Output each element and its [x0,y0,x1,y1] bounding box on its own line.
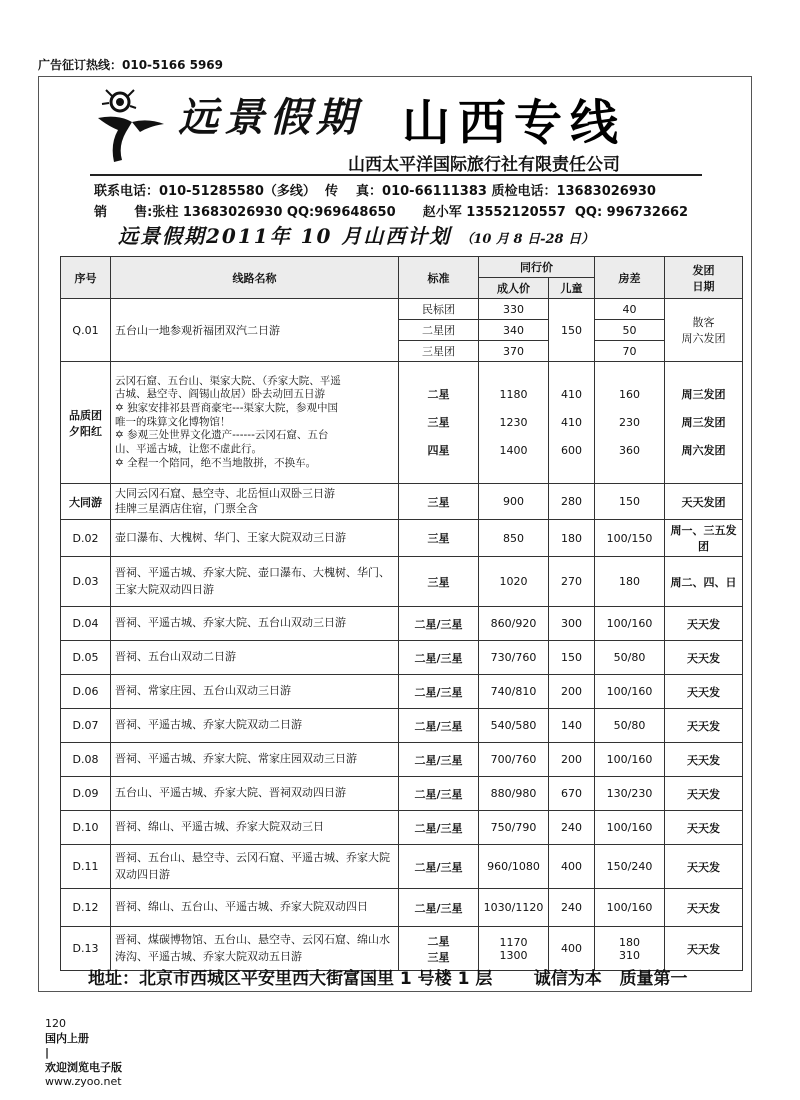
row-standard: 二星团 [399,320,479,341]
row-route [111,484,399,520]
row-no: D.08 [61,743,111,777]
row-route: 晋祠、五台山、悬空寺、云冈石窟、平遥古城、乔家大院双动四日游 [111,845,399,889]
brand-name: 远景假期 [178,94,362,141]
page-footer [38,1004,122,1088]
table-row [61,641,743,675]
header-divider [90,174,702,176]
row-standard: 二星/三星 [399,675,479,709]
row-adult-price: 900 [479,484,549,520]
row-no: D.10 [61,811,111,845]
row-departure: 天天发 [665,811,743,845]
table-row [61,362,743,484]
row-child-price: 240 [549,811,595,845]
row-departure: 天天发 [665,641,743,675]
plan-dates: （10 月 8 日-28 日） [460,232,595,247]
row-adult-price: 700/760 [479,743,549,777]
row-standard: 二星/三星 [399,743,479,777]
ad-hotline: 广告征订热线：010-5166 5969 [38,58,224,72]
row-child-price: 670 [549,777,595,811]
row-adult-price: 750/790 [479,811,549,845]
tier-room: 230 [619,415,640,429]
row-child-price: 150 [549,641,595,675]
row-standard: 二星/三星 [399,889,479,927]
row-no: Q.01 [61,299,111,362]
row-adult-price: 330 [479,299,549,320]
tier-child: 410 [561,387,582,401]
row-room-diff: 70 [595,341,665,362]
row-adult-price [479,362,549,484]
tier-room: 310 [619,948,640,962]
row-route: 壶口瀑布、大槐树、华门、王家大院双动三日游 [111,520,399,557]
header-departure-line2: 日期 [692,279,715,293]
premium-line: 唯一的珠算文化博物馆！ [115,415,231,428]
row-departure: 天天发 [665,777,743,811]
tier-std: 三星 [427,415,450,429]
tier-dep: 周三发团 [681,387,726,401]
tier-room: 160 [619,387,640,401]
row-adult-price: 1030/1120 [479,889,549,927]
row-child-price: 280 [549,484,595,520]
row-child-price: 140 [549,709,595,743]
footer-section: 国内上册 [45,1032,89,1045]
row-child-price: 200 [549,675,595,709]
row-route: 晋祠、常家庄园、五台山双动三日游 [111,675,399,709]
row-route: 晋祠、煤碳博物馆、五台山、悬空寺、云冈石窟、绵山水涛沟、平遥古城、乔家大院双动五日游 [111,927,399,971]
row-no: D.06 [61,675,111,709]
tier-room: 180 [619,935,640,949]
row-standard [399,362,479,484]
premium-line: 山、平遥古城，让您不虚此行。 [115,442,262,455]
premium-line: ✡ 全程一个陪同，绝不当地散拼，不换车。 [115,456,317,469]
header-departure-line1: 发团 [692,263,715,277]
footer-slogan: 欢迎浏览电子版 [45,1061,122,1074]
tier-adult: 1230 [499,415,528,429]
row-departure: 天天发 [665,607,743,641]
row-standard: 二星/三星 [399,811,479,845]
sunburst-runner-logo-icon [92,84,172,166]
premium-label-2: 夕阳红 [69,424,102,438]
row-room-diff: 150 [595,484,665,520]
row-departure [665,299,743,362]
row-standard: 三星 [399,520,479,557]
datong-line: 大同云冈石窟、悬空寺、北岳恒山双卧三日游 [115,487,335,501]
row-no: D.05 [61,641,111,675]
row-route: 五台山、平遥古城、乔家大院、晋祠双动四日游 [111,777,399,811]
row-adult-price: 850 [479,520,549,557]
row-route: 晋祠、平遥古城、乔家大院、五台山双动三日游 [111,607,399,641]
tier-std: 三星 [427,950,450,964]
row-adult-price: 540/580 [479,709,549,743]
row-route [111,362,399,484]
tour-price-table [60,256,743,971]
tier-std: 二星 [427,387,450,401]
row-route: 晋祠、五台山双动二日游 [111,641,399,675]
row-room-diff: 150/240 [595,845,665,889]
row-route: 晋祠、平遥古城、乔家大院双动二日游 [111,709,399,743]
header-room-diff: 房差 [595,257,665,299]
row-room-diff: 130/230 [595,777,665,811]
row-departure: 天天发 [665,743,743,777]
row-departure: 天天发 [665,709,743,743]
row-adult-price: 740/810 [479,675,549,709]
row-child-price: 270 [549,557,595,607]
row-no [61,362,111,484]
sales-contacts: 销 售:张柱 13683026930 QQ:969648650 赵小军 13552120557 QQ: 996732662 [94,205,689,220]
row-standard: 二星/三星 [399,709,479,743]
premium-line: ✡ 参观三处世界文化遗产------云冈石窟、五台 [115,429,329,442]
row-child-price: 300 [549,607,595,641]
row-departure: 天天发团 [665,484,743,520]
header-standard: 标准 [399,257,479,299]
table-row [61,777,743,811]
row-child-price: 400 [549,927,595,971]
row-room-diff: 100/160 [595,811,665,845]
plan-title [118,220,594,249]
row-child-price: 400 [549,845,595,889]
premium-line: ✡ 独家安排祁县晋商豪宅---渠家大院，参观中国 [115,402,339,415]
row-departure: 周一、三五发团 [665,520,743,557]
row-departure: 周二、四、日 [665,557,743,607]
table-row [61,675,743,709]
row-no: D.09 [61,777,111,811]
row-child-price [549,362,595,484]
header-child: 儿童 [549,278,595,299]
row-departure: 天天发 [665,889,743,927]
departure-line1: 散客 [692,316,715,329]
datong-line: 挂牌三星酒店住宿，门票全含 [115,501,258,515]
row-room-diff [595,362,665,484]
row-adult-price: 1020 [479,557,549,607]
footer-separator: | [45,1046,50,1059]
row-standard: 三星 [399,557,479,607]
table-row [61,484,743,520]
row-adult-price: 880/980 [479,777,549,811]
tier-adult: 1400 [499,443,528,457]
row-no: D.02 [61,520,111,557]
row-room-diff: 100/160 [595,743,665,777]
row-child-price: 200 [549,743,595,777]
header-no: 序号 [61,257,111,299]
row-room-diff: 100/160 [595,607,665,641]
page-title: 山西专线 [402,95,627,151]
row-adult-price: 370 [479,341,549,362]
premium-label-1: 品质团 [69,408,102,422]
contact-info: 联系电话：010-51285580（多线） 传 真：010-66111383 质检电话：13683026930 [94,184,656,199]
row-standard: 三星团 [399,341,479,362]
tier-adult: 1170 [499,935,528,949]
tier-adult: 1180 [499,387,528,401]
table-row [61,811,743,845]
premium-line: 云冈石窟、五台山、渠家大院、（乔家大院、平遥 [115,374,341,387]
row-adult-price: 860/920 [479,607,549,641]
row-room-diff: 50/80 [595,641,665,675]
row-standard: 三星 [399,484,479,520]
row-no: D.07 [61,709,111,743]
company-name: 山西太平洋国际旅行社有限责任公司 [348,155,620,175]
row-standard: 民标团 [399,299,479,320]
tier-std: 四星 [427,443,450,457]
row-no: D.03 [61,557,111,607]
row-standard: 二星/三星 [399,845,479,889]
row-room-diff: 180 [595,557,665,607]
row-room-diff: 100/160 [595,889,665,927]
header-departure [665,257,743,299]
departure-line2: 周六发团 [681,332,726,345]
row-no: D.11 [61,845,111,889]
premium-line: 古城、悬空寺、阎锡山故居）卧去动回五日游 [115,388,325,401]
header-adult: 成人价 [479,278,549,299]
tier-child: 600 [561,443,582,457]
tier-room: 360 [619,443,640,457]
row-departure [665,362,743,484]
tier-child: 410 [561,415,582,429]
row-route: 晋祠、绵山、五台山、平遥古城、乔家大院双动四日 [111,889,399,927]
page-number: 120 [45,1017,66,1030]
row-room-diff: 100/150 [595,520,665,557]
row-departure: 天天发 [665,845,743,889]
row-standard: 二星/三星 [399,777,479,811]
row-departure: 天天发 [665,927,743,971]
row-departure: 天天发 [665,675,743,709]
row-standard: 二星/三星 [399,641,479,675]
tier-dep: 周三发团 [681,415,726,429]
row-route: 五台山一地参观祈福团双汽二日游 [111,299,399,362]
table-row [61,889,743,927]
table-row [61,299,743,320]
table-row [61,709,743,743]
row-standard: 二星/三星 [399,607,479,641]
row-adult-price: 340 [479,320,549,341]
row-child-price: 180 [549,520,595,557]
table-row [61,557,743,607]
row-no: 大同游 [61,484,111,520]
row-adult-price: 960/1080 [479,845,549,889]
table-row [61,520,743,557]
row-child-price: 240 [549,889,595,927]
row-no: D.13 [61,927,111,971]
row-adult-price: 730/760 [479,641,549,675]
tier-std: 二星 [427,934,450,948]
row-room-diff: 50 [595,320,665,341]
tier-dep: 周六发团 [681,443,726,457]
tier-adult: 1300 [499,948,528,962]
row-no: D.12 [61,889,111,927]
website-link[interactable]: www.zyoo.net [45,1075,122,1088]
row-no: D.04 [61,607,111,641]
row-route: 晋祠、平遥古城、乔家大院、壶口瀑布、大槐树、华门、王家大院双动四日游 [111,557,399,607]
row-room-diff: 100/160 [595,675,665,709]
header-route: 线路名称 [111,257,399,299]
table-row [61,743,743,777]
table-row [61,845,743,889]
row-route: 晋祠、平遥古城、乔家大院、常家庄园双动三日游 [111,743,399,777]
header-peer-price: 同行价 [479,257,595,278]
row-child-price: 150 [549,299,595,362]
row-room-diff: 50/80 [595,709,665,743]
row-route: 晋祠、绵山、平遥古城、乔家大院双动三日 [111,811,399,845]
address-line: 地址：北京市西城区平安里西大街富国里 1 号楼 1 层 诚信为本 质量第一 [88,969,688,989]
plan-title-text: 远景假期2011年 10 月山西计划 [118,224,452,248]
table-row [61,607,743,641]
row-room-diff: 40 [595,299,665,320]
